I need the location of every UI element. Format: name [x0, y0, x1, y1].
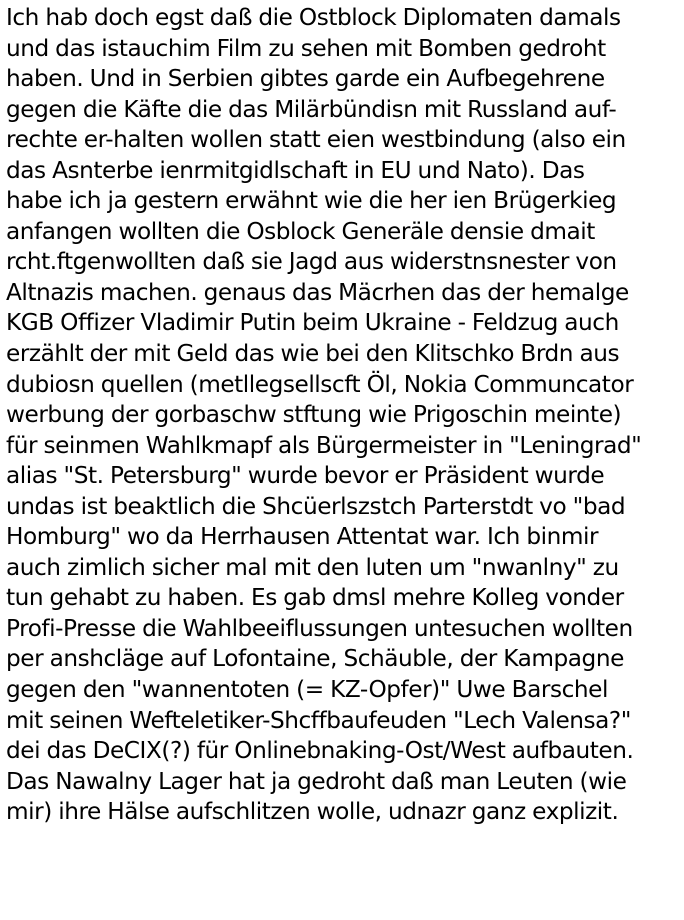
text-line: gegen die Käfte die das Milärbündisn mit Russland auf-: [6, 95, 617, 123]
text-line: habe ich ja gestern erwähnt wie die her ien Brügerkieg: [6, 187, 617, 215]
text-line: auch zimlich sicher mal mit den luten um "nwanlny" zu: [6, 553, 619, 581]
text-line: haben. Und in Serbien gibtes garde ein Aufbegehrene: [6, 65, 605, 93]
text-line: Ich hab doch egst daß die Ostblock Diplomaten damals: [6, 4, 621, 31]
text-line: Profi-Presse die Wahlbeeiflussungen untesuchen wollten: [6, 614, 633, 642]
text-line: undas ist beaktlich die Shcüerlszstch Parterstdt vo "bad: [6, 492, 626, 520]
text-line: Altnazis machen. genaus das Mäcrhen das der hemalge: [6, 278, 629, 306]
text-line: mir) ihre Hälse aufschlitzen wolle, udnazr ganz explizit.: [6, 798, 619, 826]
text-line: gegen den "wannentoten (= KZ-Opfer)" Uwe Barschel: [6, 676, 608, 704]
text-line: dei das DeCIX(?) für Onlinebnaking-Ost/West aufbauten.: [6, 737, 634, 765]
text-line: KGB Offizer Vladimir Putin beim Ukraine - Feldzug auch: [6, 309, 619, 337]
text-line: per anshcläge auf Lofontaine, Schäuble, der Kampagne: [6, 645, 624, 673]
text-line: mit seinen Wefteletiker-Shcffbaufeuden "Lech Valensa?": [6, 706, 631, 734]
text-line: werbung der gorbaschw stftung wie Prigoschin meinte): [6, 401, 622, 429]
text-line: anfangen wollten die Osblock Generäle densie dmait: [6, 217, 595, 245]
text-line: das Asnterbe ienrmitgidlschaft in EU und Nato). Das: [6, 156, 585, 184]
text-line: rechte er-halten wollen statt eien westbindung (also ein: [6, 126, 626, 154]
text-line: alias "St. Petersburg" wurde bevor er Präsident wurde: [6, 462, 605, 490]
text-line: Homburg" wo da Herrhausen Attentat war. Ich binmir: [6, 523, 599, 551]
text-line: für seinmen Wahlkmapf als Bürgermeister in "Leningrad": [6, 431, 642, 459]
text-line: dubiosn quellen (metllegsellscft Öl, Nokia Communcator: [6, 370, 634, 398]
text-line: tun gehabt zu haben. Es gab dmsl mehre Kolleg vonder: [6, 584, 624, 612]
text-line: Das Nawalny Lager hat ja gedroht daß man Leuten (wie: [6, 767, 627, 795]
document-body: [6, 3, 682, 828]
text-line: erzählt der mit Geld das wie bei den Klitschko Brdn aus: [6, 340, 620, 368]
text-line: und das istauchim Film zu sehen mit Bomben gedroht: [6, 34, 606, 62]
text-line: rcht.ftgenwollten daß sie Jagd aus widerstnsnester von: [6, 248, 617, 276]
